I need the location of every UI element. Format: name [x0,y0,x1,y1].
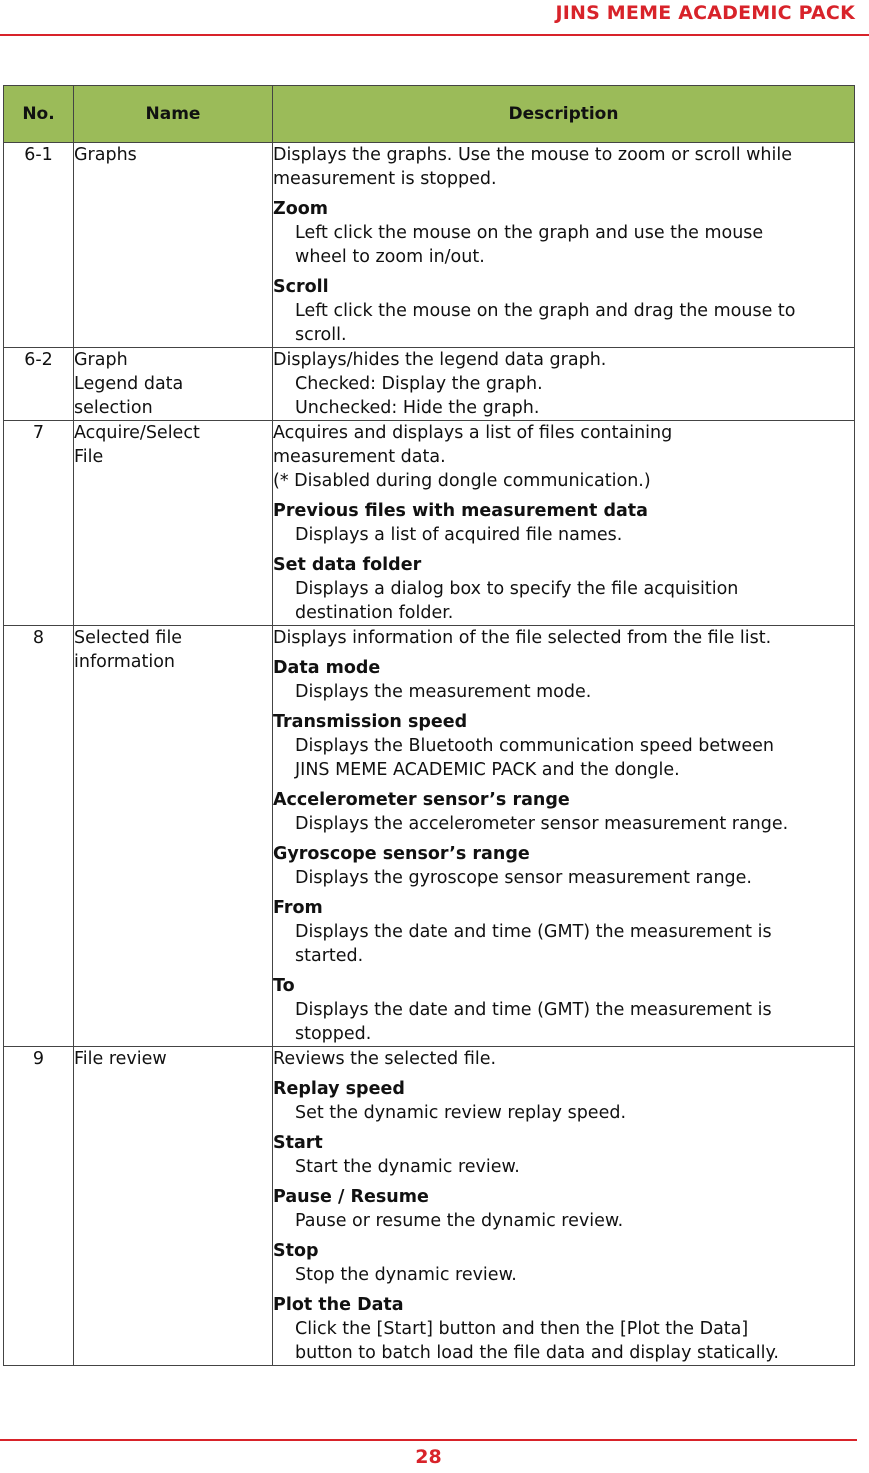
item-body-line: stopped. [295,1024,372,1044]
description-item [273,1239,854,1287]
description-line: measurement data. [273,447,446,467]
item-title: To [273,976,295,996]
table-row [4,626,855,1047]
item-body [273,680,854,704]
item-body [273,577,854,625]
description-item [273,553,854,625]
item-body [273,221,854,269]
description-intro [273,143,854,191]
item-body-line: Displays the accelerometer sensor measurement range. [295,814,789,834]
item-body [273,523,854,547]
item-body-line: started. [295,946,364,966]
item-title: Gyroscope sensor’s range [273,844,530,864]
table-row [4,143,855,348]
item-title: Previous files with measurement data [273,501,648,521]
row-name-line: selection [74,398,153,418]
description-line: Displays the graphs. Use the mouse to zoom or scroll while [273,145,793,165]
item-body-line: Displays the Bluetooth communication speed between [295,736,774,756]
row-name-line: Selected file [74,628,183,648]
item-body [273,1317,854,1365]
column-header-description: Description [273,86,855,143]
item-body-line: Displays a dialog box to specify the file acquisition [295,579,739,599]
row-name-line: File review [74,1049,167,1069]
row-name [74,143,273,348]
description-intro [273,421,854,493]
item-body-line: destination folder. [295,603,454,623]
item-body-line: Set the dynamic review replay speed. [295,1103,627,1123]
item-title: Scroll [273,277,329,297]
description-intro [273,348,854,372]
item-title: Replay speed [273,1079,405,1099]
item-body [273,812,854,836]
description-item [273,1185,854,1233]
item-body-line: scroll. [295,325,347,345]
description-intro [273,626,854,650]
description-sub-lines [273,372,854,420]
item-body [273,299,854,347]
item-body [273,1209,854,1233]
row-name [74,626,273,1047]
description-item [273,275,854,347]
column-header-name: Name [74,86,273,143]
item-body-line: wheel to zoom in/out. [295,247,485,267]
table-row [4,1047,855,1366]
row-number: 7 [4,421,74,626]
description-item [273,974,854,1046]
row-name [74,348,273,421]
row-name-line: Graph [74,350,128,370]
item-body-line: Displays the date and time (GMT) the measurement is [295,922,772,942]
row-name-line: Acquire/Select [74,423,200,443]
description-item [273,842,854,890]
item-body-line: Displays a list of acquired file names. [295,525,623,545]
table-header-row [4,86,855,143]
description-intro [273,1047,854,1071]
row-name-line: Legend data [74,374,184,394]
row-description [273,348,855,421]
description-line: (* Disabled during dongle communication.) [273,471,651,491]
item-title: Data mode [273,658,381,678]
column-header-no: No. [4,86,74,143]
row-name [74,1047,273,1366]
row-description [273,421,855,626]
description-line: measurement is stopped. [273,169,497,189]
item-body-line: Displays the gyroscope sensor measurement range. [295,868,752,888]
item-body-line: JINS MEME ACADEMIC PACK and the dongle. [295,760,680,780]
item-body [273,734,854,782]
description-line: Displays information of the file selected from the file list. [273,628,772,648]
description-sub-line: Checked: Display the graph. [295,374,543,394]
row-name-line: Graphs [74,145,137,165]
row-number: 8 [4,626,74,1047]
description-item [273,1077,854,1125]
page-number: 28 [415,1446,442,1468]
description-item [273,656,854,704]
table-body [4,143,855,1366]
item-title: From [273,898,323,918]
item-body [273,1263,854,1287]
description-line: Displays/hides the legend data graph. [273,350,607,370]
table-row [4,421,855,626]
row-name-line: File [74,447,104,467]
row-description [273,143,855,348]
footer-divider [0,1439,857,1441]
item-title: Transmission speed [273,712,468,732]
row-number: 9 [4,1047,74,1366]
description-item [273,1131,854,1179]
item-body-line: Displays the date and time (GMT) the measurement is [295,1000,772,1020]
item-title: Stop [273,1241,319,1261]
description-item [273,1293,854,1365]
header-divider [0,34,869,36]
row-description [273,626,855,1047]
item-body-line: Left click the mouse on the graph and use the mouse [295,223,764,243]
row-number: 6-1 [4,143,74,348]
item-body-line: Displays the measurement mode. [295,682,592,702]
item-title: Accelerometer sensor’s range [273,790,570,810]
item-body-line: Pause or resume the dynamic review. [295,1211,624,1231]
document-title: JINS MEME ACADEMIC PACK [555,2,855,24]
description-item [273,896,854,968]
row-number: 6-2 [4,348,74,421]
item-body-line: Left click the mouse on the graph and drag the mouse to [295,301,796,321]
description-item [273,197,854,269]
row-description [273,1047,855,1366]
row-name-line: information [74,652,176,672]
description-line: Reviews the selected file. [273,1049,497,1069]
item-title: Pause / Resume [273,1187,429,1207]
description-line: Acquires and displays a list of files containing [273,423,673,443]
item-body [273,998,854,1046]
item-body [273,1155,854,1179]
item-body [273,1101,854,1125]
row-name [74,421,273,626]
description-item [273,499,854,547]
item-body-line: Click the [Start] button and then the [Plot the Data] [295,1319,749,1339]
item-title: Set data folder [273,555,422,575]
table-row [4,348,855,421]
item-body-line: Start the dynamic review. [295,1157,520,1177]
description-item [273,788,854,836]
item-body-line: Stop the dynamic review. [295,1265,517,1285]
item-title: Start [273,1133,323,1153]
function-table [3,85,855,1366]
item-body [273,866,854,890]
item-title: Plot the Data [273,1295,404,1315]
item-body-line: button to batch load the file data and display statically. [295,1343,779,1363]
item-body [273,920,854,968]
item-title: Zoom [273,199,328,219]
description-item [273,710,854,782]
description-sub-line: Unchecked: Hide the graph. [295,398,540,418]
